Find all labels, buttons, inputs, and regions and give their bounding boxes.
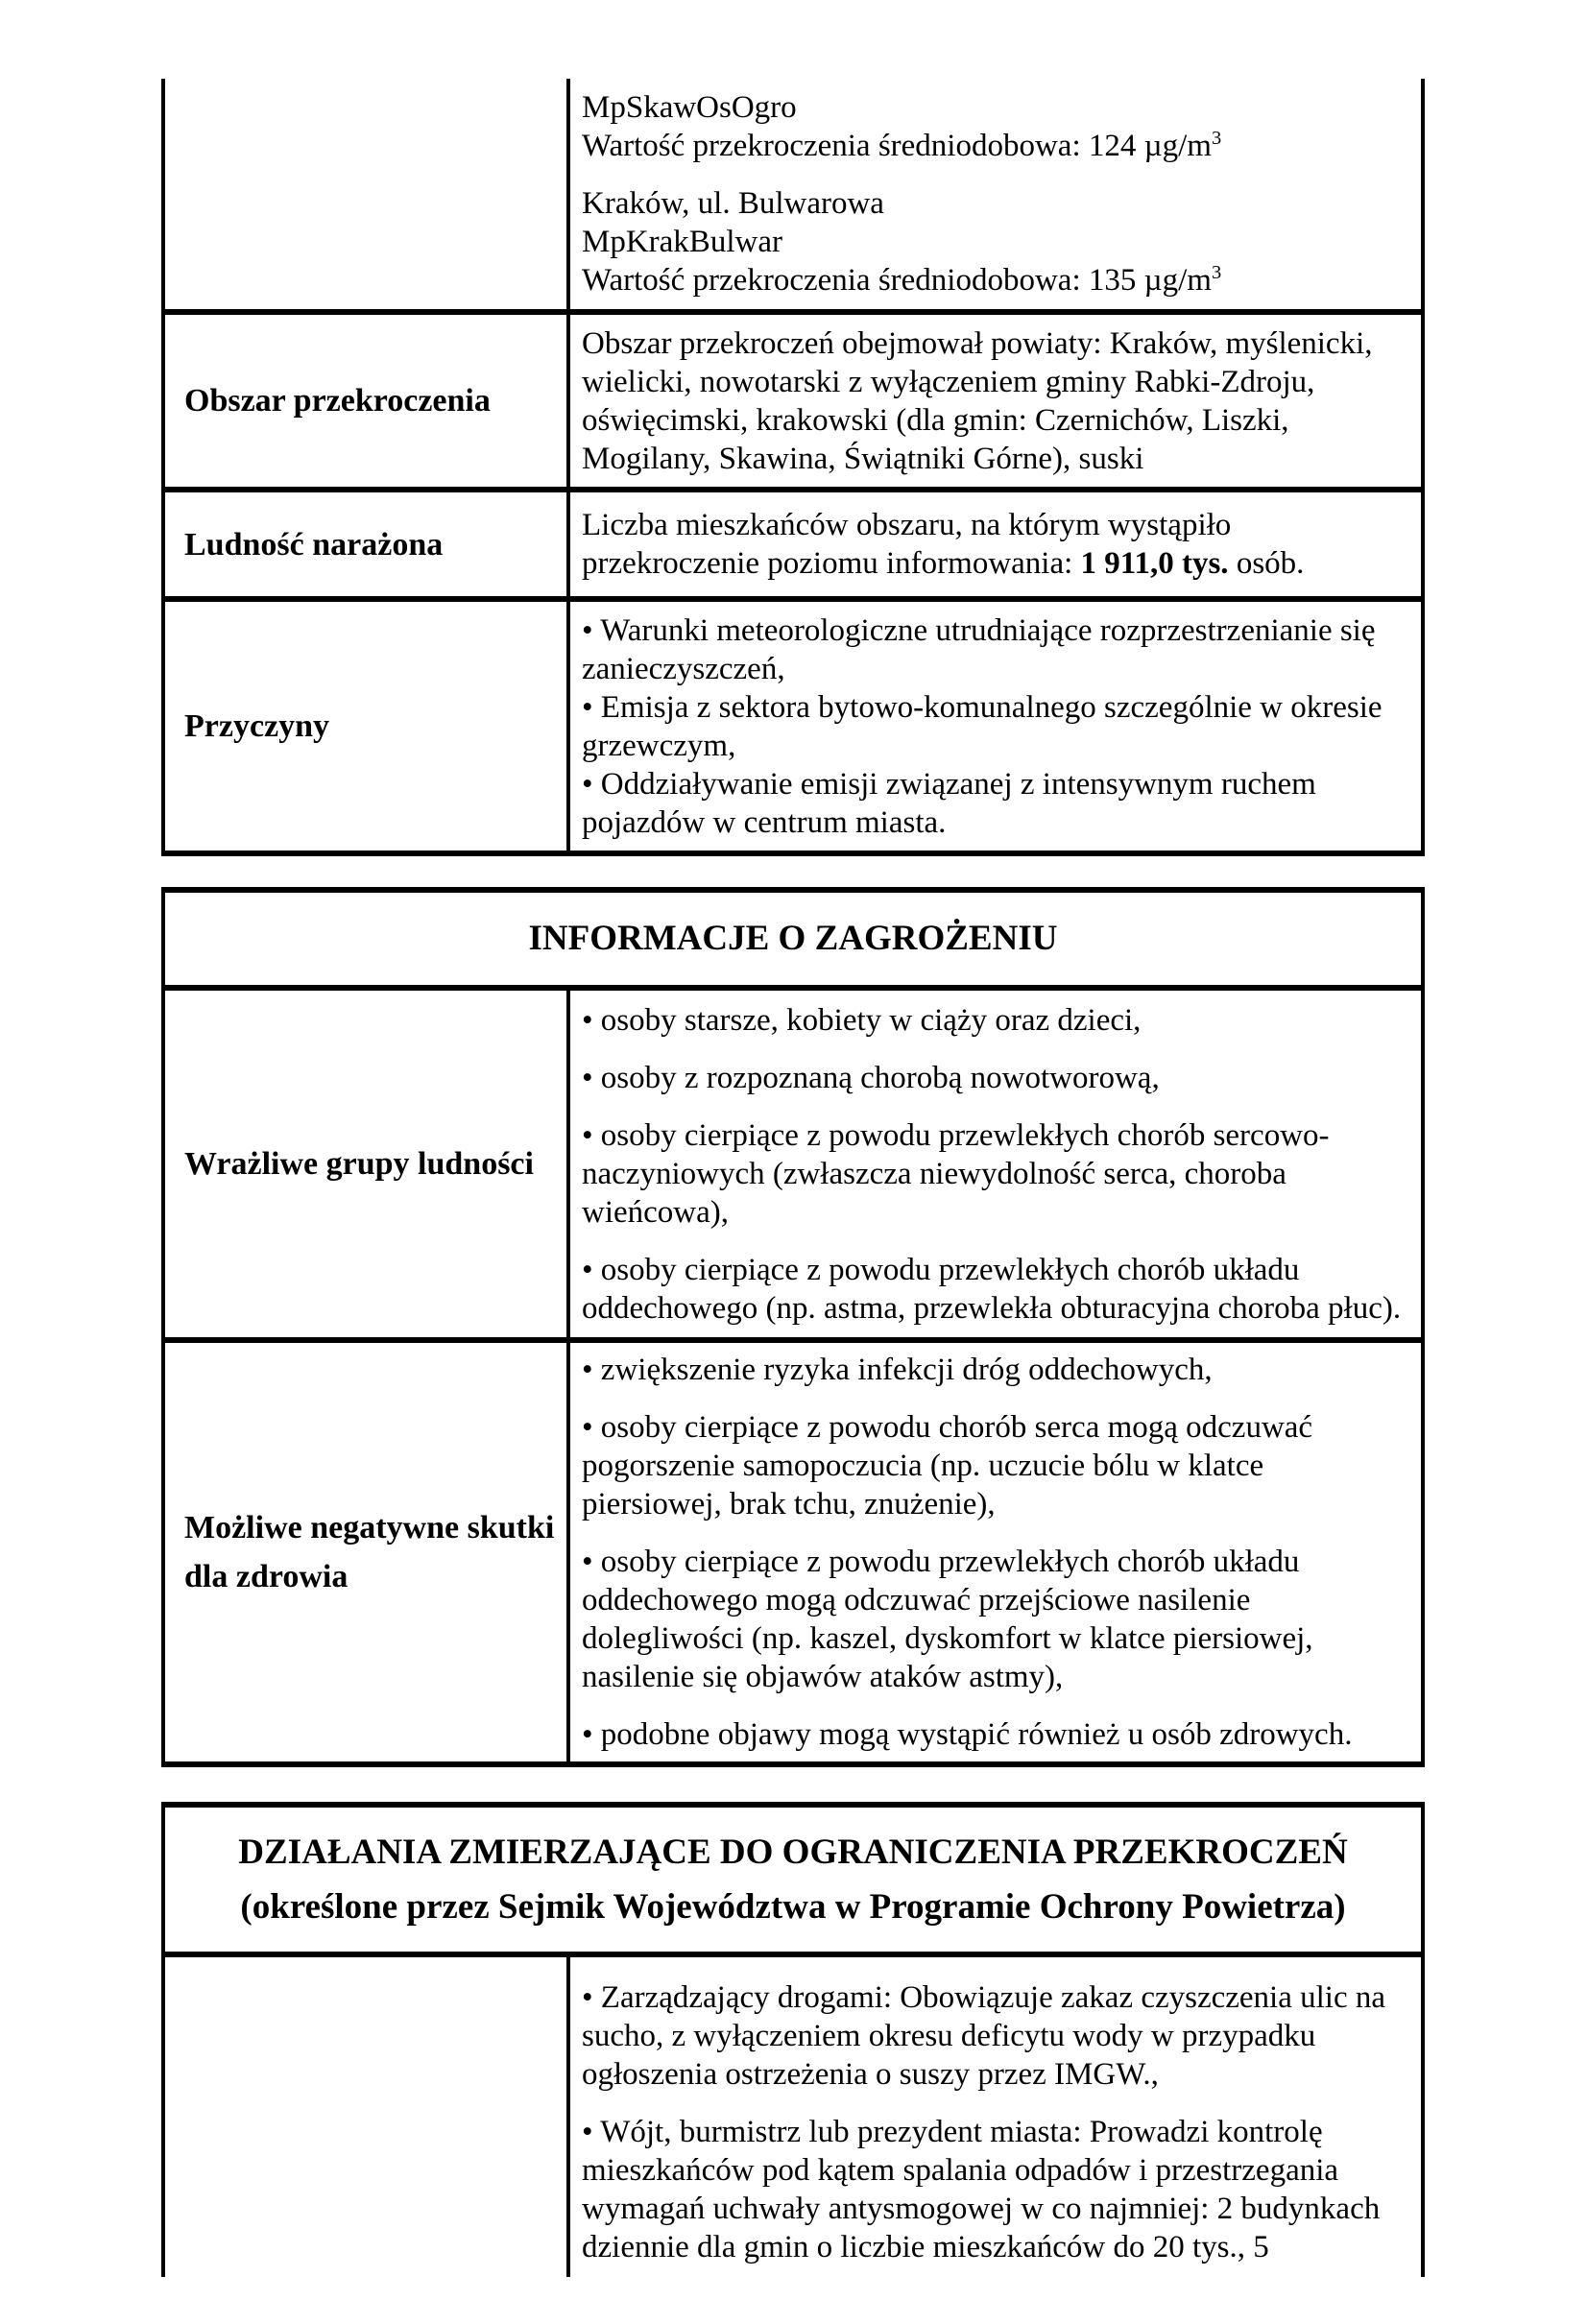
row-label-health-effects xyxy=(163,1340,568,1764)
empty-label-cell xyxy=(163,1954,568,2277)
bullet-item: • Wójt, burmistrz lub prezydent miasta: Prowadzi kontrolę mieszkańców pod kątem spalania odpadów i przestrzegania wymagań uchwały antysmogowej w co najmniej: 2 budynkach dziennie dla gmin o liczbie mieszkańców do 20 tys., 5 xyxy=(582,2115,1381,2264)
label-line: dla zdrowia xyxy=(184,1559,349,1594)
causes-row xyxy=(163,599,1423,853)
superscript: 3 xyxy=(1211,128,1222,149)
bullet-item: • osoby cierpiące z powodu chorób serca mogą odczuwać pogorszenie samopoczucia (np. uczucie bólu w klatce piersiowej, brak tchu, znużenie), xyxy=(582,1410,1313,1521)
bullet-item: • osoby starsze, kobiety w ciąży oraz dzieci, xyxy=(582,1002,1142,1038)
area-text-cell xyxy=(568,312,1423,490)
actions-table-header xyxy=(163,1805,1423,1954)
bullet-item: • osoby cierpiące z powodu przewlekłych chorób sercowo-naczyniowych (zwłaszcza niewydolność serca, choroba wieńcowa), xyxy=(582,1117,1330,1230)
row-label-causes: Przyczyny xyxy=(163,599,568,853)
health-effects-row xyxy=(163,1340,1423,1764)
sensitive-groups-list-cell xyxy=(568,988,1423,1340)
population-row xyxy=(163,490,1423,599)
row-label-sensitive-groups: Wrażliwe grupy ludności xyxy=(163,988,568,1340)
bullet-item: • Warunki meteorologiczne utrudniające rozprzestrzenianie się zanieczyszczeń, xyxy=(582,612,1376,686)
row-label-population: Ludność narażona xyxy=(163,490,568,599)
document-content xyxy=(161,79,1425,2277)
population-text-cell xyxy=(568,490,1423,599)
population-text: Liczba mieszkańców obszaru, na którym wystąpiło przekroczenie poziomu informowania: 1 911,0 tys. osób. xyxy=(582,508,1305,581)
station-location: Kraków, ul. Bulwarowa xyxy=(582,186,884,221)
bullet-item: • osoby cierpiące z powodu przewlekłych chorób układu oddechowego mogą odczuwać przejściowe nasilenie dolegliwości (np. kaszel, dyskomfort w klatce piersiowej, nasilenie się objawów ataków astmy), xyxy=(582,1545,1313,1694)
population-count: 1 911,0 tys. xyxy=(1080,546,1229,581)
health-effects-list-cell xyxy=(568,1340,1423,1764)
exceedance-table xyxy=(161,79,1425,856)
causes-list-cell xyxy=(568,599,1423,853)
label-line: Możliwe negatywne skutki xyxy=(184,1510,555,1545)
hazard-table xyxy=(161,887,1425,1767)
actions-list-cell xyxy=(568,1954,1423,2277)
station-values-row xyxy=(163,79,1423,312)
station-value: Wartość przekroczenia średniodobowa: 124 $\mu g/m^3$ xyxy=(582,128,1222,163)
header-line: DZIAŁANIA ZMIERZAJĄCE DO OGRANICZENIA PRZEKROCZEŃ xyxy=(238,1832,1348,1872)
station-code: MpSkawOsOgro xyxy=(582,90,797,125)
row-label-area: Obszar przekroczenia xyxy=(163,312,568,490)
actions-header-row xyxy=(163,1805,1423,1954)
hazard-table-header: INFORMACJE O ZAGROŻENIU xyxy=(163,890,1423,988)
bullet-item: • Oddziaływanie emisji związanej z intensywnym ruchem pojazdów w centrum miasta. xyxy=(582,766,1316,840)
bullet-item: • podobne objawy mogą wystąpić również u osób zdrowych. xyxy=(582,1717,1353,1752)
actions-content-row xyxy=(163,1954,1423,2277)
bullet-item: • osoby cierpiące z powodu przewlekłych chorób układu oddechowego (np. astma, przewlekła obturacyjna choroba płuc). xyxy=(582,1252,1402,1326)
sensitive-groups-row xyxy=(163,988,1423,1340)
station-value: Wartość przekroczenia średniodobowa: 135 $\mu g/m^3$ xyxy=(582,262,1222,298)
empty-label-cell xyxy=(163,79,568,312)
exceedance-area-row xyxy=(163,312,1423,490)
area-text: Obszar przekroczeń obejmował powiaty: Kraków, myślenicki, wielicki, nowotarski z wyłączeniem gminy Rabki-Zdroju, oświęcimski, krakowski (dla gmin: Czernichów, Liszki, Mogilany, Skawina, Świątniki Górne), suski xyxy=(582,325,1373,476)
actions-table xyxy=(161,1802,1425,2277)
bullet-item: • Zarządzający drogami: Obowiązuje zakaz czyszczenia ulic na sucho, z wyłączeniem okresu deficytu wody w przypadku ogłoszenia ostrzeżenia o suszy przez IMGW., xyxy=(582,1980,1385,2092)
document-page xyxy=(0,79,1587,2324)
header-line: (określone przez Sejmik Województwa w Programie Ochrony Powietrza) xyxy=(240,1887,1346,1927)
superscript: 3 xyxy=(1211,262,1222,283)
bullet-item: • zwiększenie ryzyka infekcji dróg oddechowych, xyxy=(582,1353,1213,1387)
station-code: MpKrakBulwar xyxy=(582,225,782,259)
station-values-cell xyxy=(568,79,1423,312)
hazard-header-row xyxy=(163,890,1423,988)
bullet-item: • Emisja z sektora bytowo-komunalnego szczególnie w okresie grzewczym, xyxy=(582,689,1383,763)
bullet-item: • osoby z rozpoznaną chorobą nowotworową, xyxy=(582,1060,1160,1095)
